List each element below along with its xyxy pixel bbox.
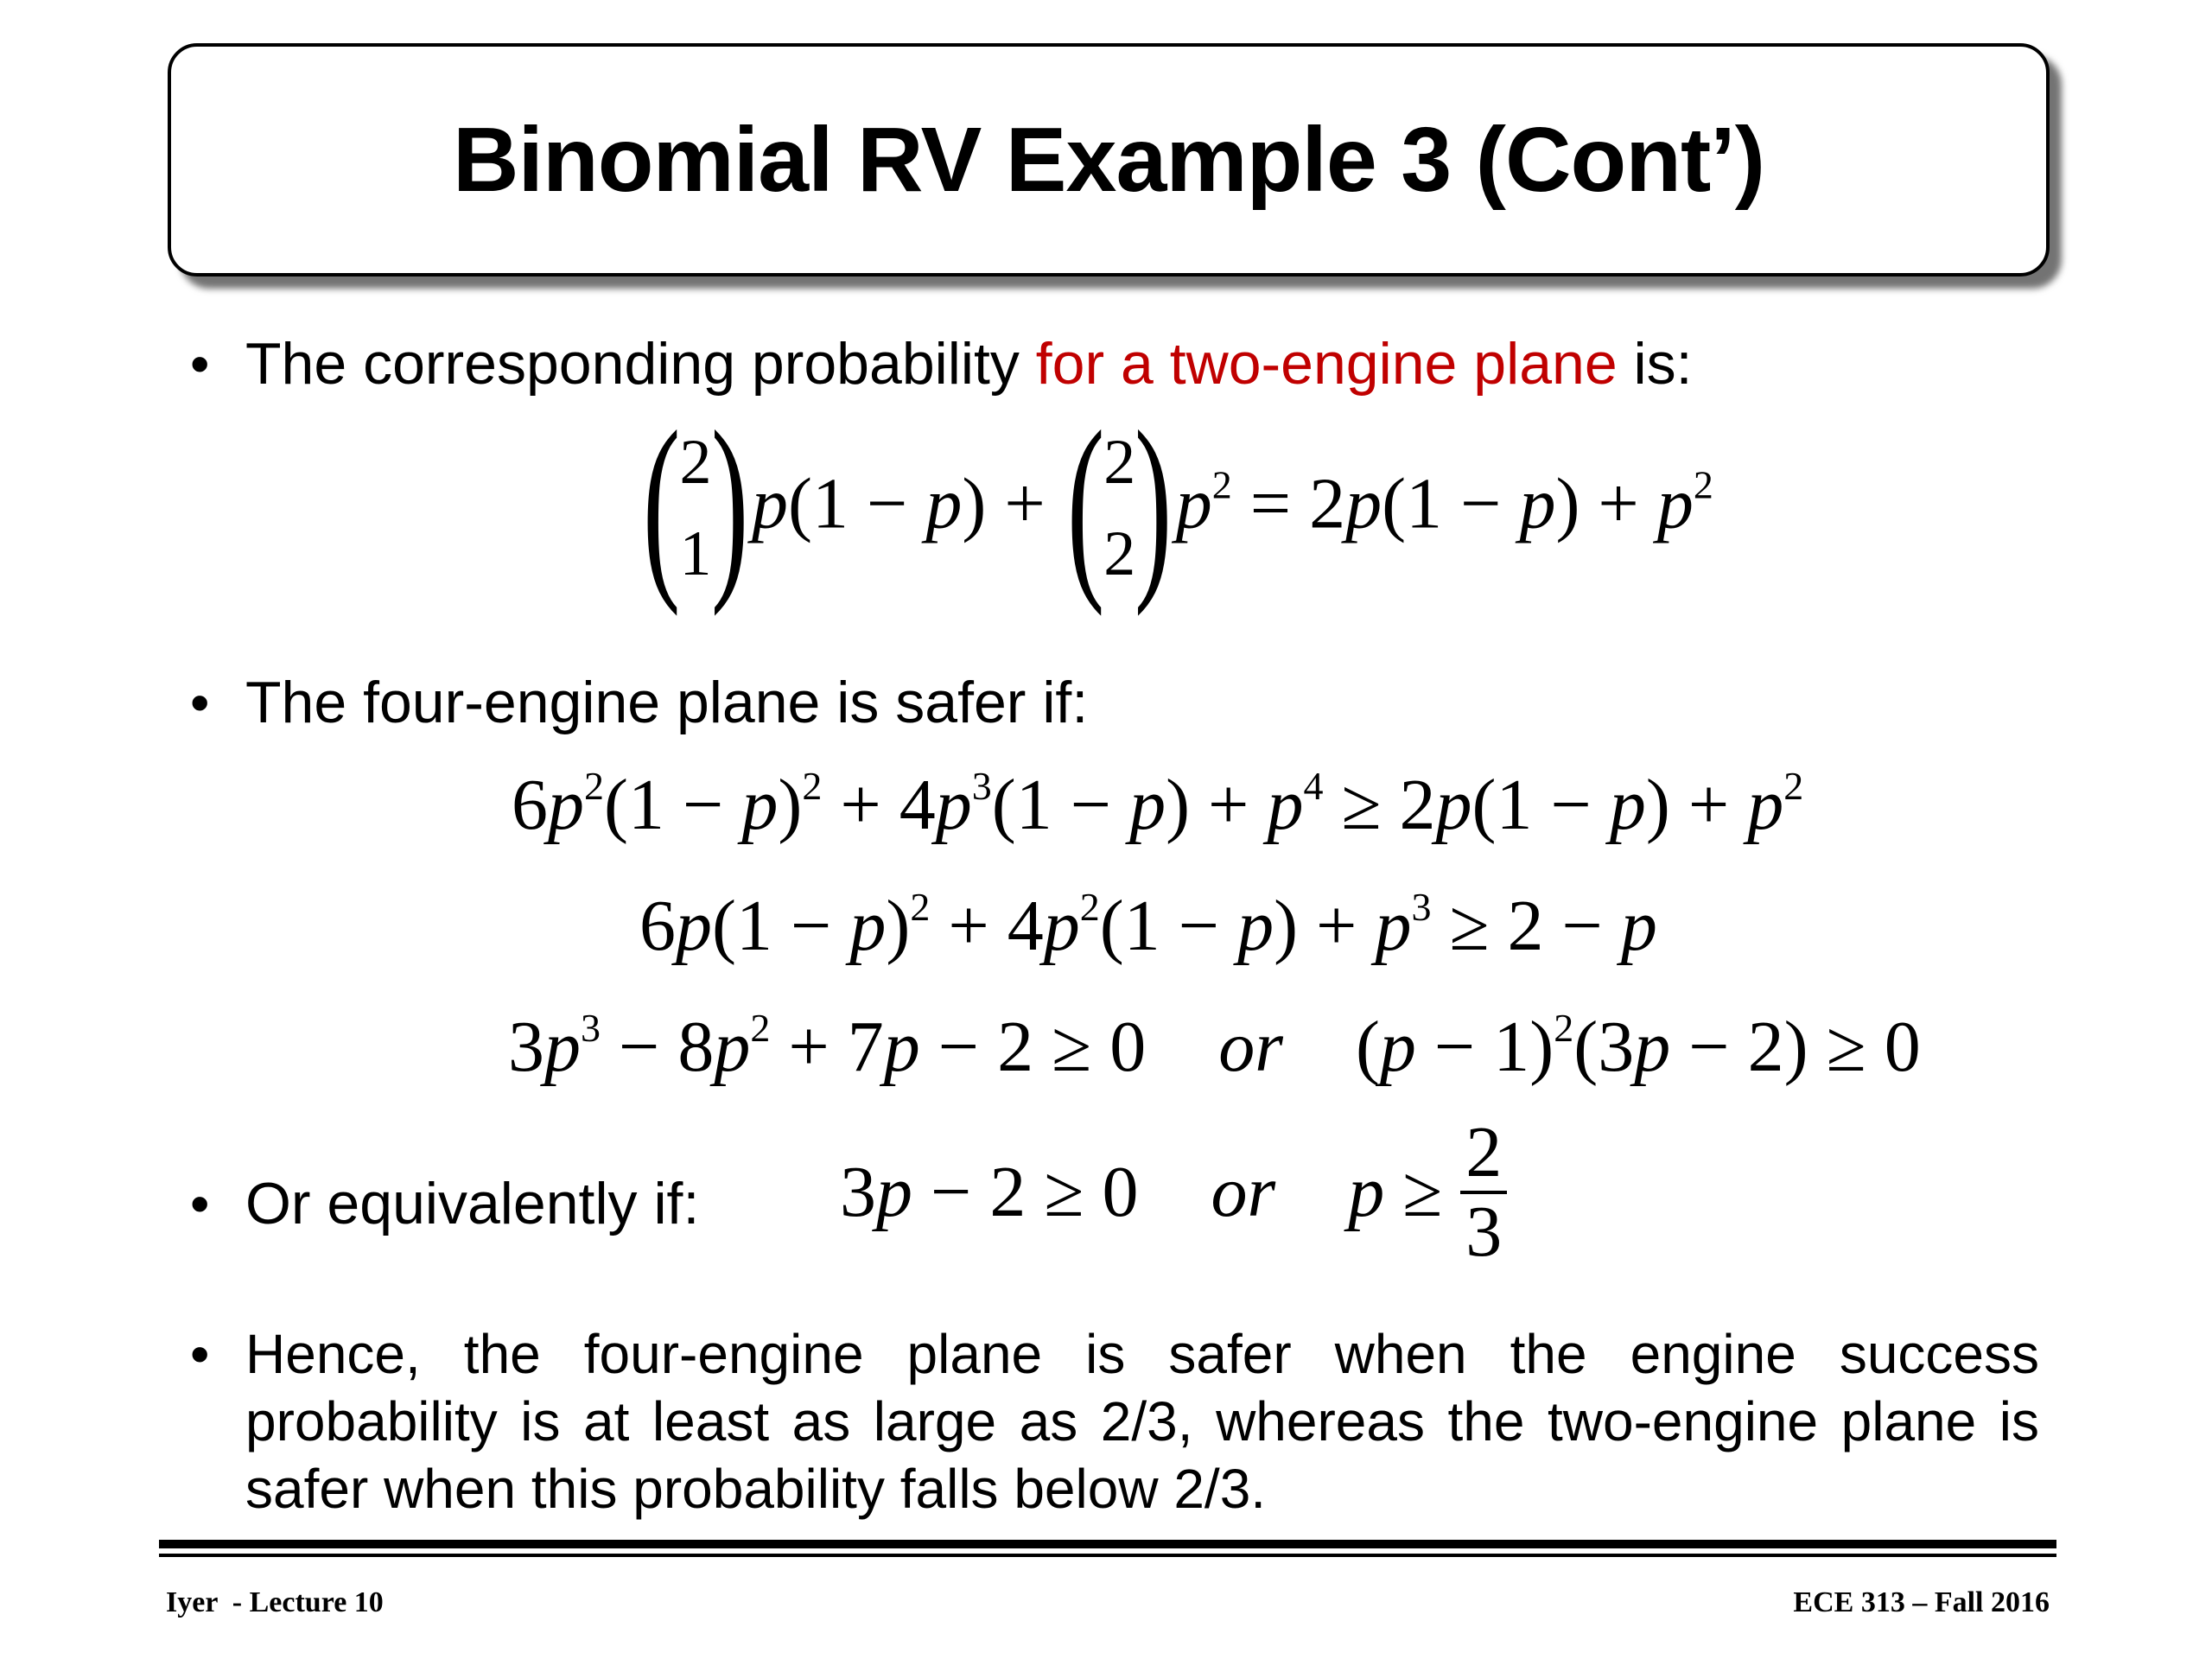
inequality-1: $6p^2(1 - p)^2 + 4p^3(1 - p) + p^4 \ge 2p(1 - p) + p^2$ <box>512 764 1804 845</box>
bullet-3-text: Or equivalently if: <box>245 1171 700 1236</box>
inequality-2: $6p(1 - p)^2 + 4p^2(1 - p) + p^3 \ge 2 - p$ <box>639 885 1657 966</box>
footer-left: Iyer - Lecture 10 <box>166 1586 384 1618</box>
footer-right: ECE 313 – Fall 2016 <box>1793 1586 2050 1618</box>
footer-rule-thick <box>159 1540 2056 1548</box>
binomial-coefficient: ( 2 2 ) <box>1066 390 1173 617</box>
bullet-2-text: The four-engine plane is safer if: <box>245 670 1089 735</box>
slide-title: Binomial RV Example 3 (Cont’) <box>452 108 1765 211</box>
fraction-two-thirds: $\frac{2}{3}$ <box>1460 1115 1507 1270</box>
bullet-dot: • <box>190 1323 210 1385</box>
footer-rule-thin <box>159 1554 2056 1557</box>
inequality-4: 3p − 2 ≥ 0 or p ≥ $\frac{2}{3}$ <box>840 1115 1507 1270</box>
equation-two-engine: ( 2 1 ) p(1 − p) + ( 2 2 ) $p^2 = 2p(1 - p) + p^2$ <box>639 420 1713 601</box>
highlight-text: for a two-engine plane <box>1035 331 1618 397</box>
bullet-dot: • <box>190 333 210 395</box>
bullet-1-text: The corresponding probability for a two-engine plane is: <box>245 331 1693 397</box>
inequality-3: $3p^3 - 8p^2 + 7p - 2 \ge 0$ or $(p - 1)^2(3p - 2) \ge 0$ <box>508 1006 1921 1087</box>
title-box <box>168 43 2050 276</box>
bullet-4-text: Hence, the four-engine plane is safer when the engine success probability is at least as large as 2/3, whereas the two-engine plane is safer when this probability falls below 2/3. <box>245 1323 2039 1520</box>
bullet-dot: • <box>190 1173 210 1235</box>
bullet-dot: • <box>190 671 210 734</box>
binomial-coefficient: ( 2 1 ) <box>642 390 749 617</box>
